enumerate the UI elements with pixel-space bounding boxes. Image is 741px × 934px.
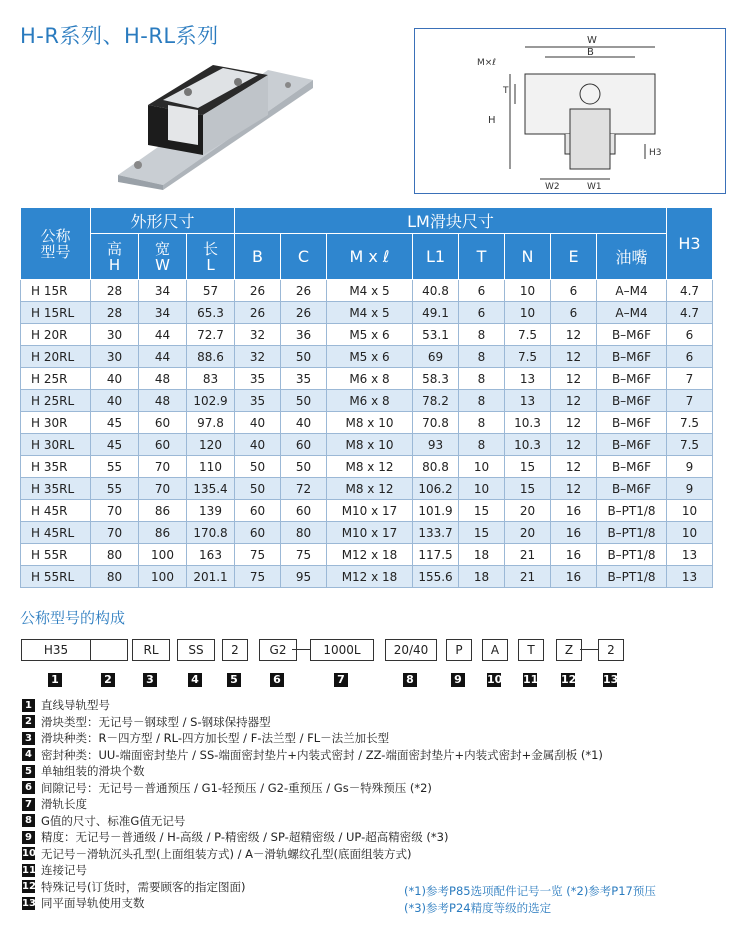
code-section-title: 公称型号的构成 [20,609,126,627]
table-cell: B–M6F [597,346,667,368]
table-cell: 106.2 [413,478,459,500]
header-N: N [505,234,551,280]
table-cell: 133.7 [413,522,459,544]
table-cell: 12 [551,390,597,412]
table-cell: 45 [91,412,139,434]
table-cell: 26 [281,302,327,324]
table-cell: 60 [281,500,327,522]
table-cell: 26 [281,280,327,302]
legend-number-badge: 11 [22,864,36,876]
legend-item [22,747,603,764]
legend-number-badge: 7 [22,798,35,811]
table-row [21,522,713,544]
table-cell: 97.8 [187,412,235,434]
legend-text: G值的尺寸、标准G值无记号 [41,813,186,828]
table-cell: 60 [235,522,281,544]
table-cell: 10 [667,500,713,522]
table-cell: 75 [235,544,281,566]
table-row [21,346,713,368]
table-cell: B–M6F [597,456,667,478]
table-cell: 7.5 [667,412,713,434]
spec-table [20,207,713,588]
code-number-badge: 9 [451,673,465,687]
legend-number-badge: 8 [22,814,35,827]
table-cell: 6 [459,280,505,302]
table-cell: B–PT1/8 [597,500,667,522]
table-cell: 6 [667,324,713,346]
table-cell: M10 x 17 [327,522,413,544]
header-T: T [459,234,505,280]
table-cell: 26 [235,302,281,324]
table-cell: M5 x 6 [327,324,413,346]
table-cell: 13 [667,544,713,566]
code-number-badge: 4 [188,673,202,687]
table-cell: 48 [139,390,187,412]
legend-text: 间隙记号：无记号－普通预压 / G1-轻预压 / G2-重预压 / Gs－特殊预压 (*2) [41,780,432,795]
table-cell: 12 [551,346,597,368]
table-cell: 12 [551,324,597,346]
table-cell: 10.3 [505,412,551,434]
header-H3: H3 [667,208,713,280]
notes [404,883,656,917]
table-cell: 50 [281,456,327,478]
table-cell: 100 [139,544,187,566]
table-cell: M6 x 8 [327,390,413,412]
code-connector [580,649,598,650]
legend-number-badge: 2 [22,715,35,728]
table-cell: 6 [667,346,713,368]
label-H3: H3 [649,148,662,158]
table-cell: 13 [505,390,551,412]
table-cell: 58.3 [413,368,459,390]
table-cell: 6 [551,302,597,324]
table-cell: 7 [667,390,713,412]
model-cell: H 25RL [21,390,91,412]
table-cell: 30 [91,346,139,368]
code-box: RL [132,639,170,661]
table-cell: 120 [187,434,235,456]
table-cell: 35 [281,368,327,390]
table-cell: B–M6F [597,368,667,390]
table-cell: 50 [281,346,327,368]
table-cell: 8 [459,346,505,368]
model-cell: H 30R [21,412,91,434]
table-cell: 40 [91,368,139,390]
code-number-badge: 3 [143,673,157,687]
table-cell: 4.7 [667,302,713,324]
table-cell: 55 [91,478,139,500]
code-box: 20/40 [385,639,437,661]
table-cell: 100 [139,566,187,588]
table-cell: 72.7 [187,324,235,346]
table-cell: 48 [139,368,187,390]
code-box: 2 [222,639,248,661]
code-box: G2 [259,639,297,661]
code-number-badge: 10 [487,673,503,686]
table-cell: 8 [459,324,505,346]
table-cell: B–PT1/8 [597,566,667,588]
table-cell: 20 [505,522,551,544]
table-cell: 7.5 [505,324,551,346]
table-cell: 60 [139,412,187,434]
model-cell: H 15R [21,280,91,302]
table-cell: 8 [459,434,505,456]
legend-text: 单轴组装的滑块个数 [41,764,145,778]
table-row [21,544,713,566]
model-cell: H 20R [21,324,91,346]
table-cell: B–M6F [597,478,667,500]
header-H: 高 H [91,234,139,280]
table-cell: 9 [667,456,713,478]
model-cell: H 30RL [21,434,91,456]
table-cell: 139 [187,500,235,522]
table-cell: 201.1 [187,566,235,588]
table-cell: 10 [667,522,713,544]
table-cell: 15 [505,456,551,478]
table-cell: 8 [459,412,505,434]
table-cell: B–M6F [597,390,667,412]
table-cell: 40 [281,412,327,434]
table-cell: 44 [139,346,187,368]
table-cell: 70 [91,522,139,544]
table-cell: 86 [139,500,187,522]
table-cell: 30 [91,324,139,346]
table-cell: 20 [505,500,551,522]
code-box: 2 [598,639,624,661]
table-cell: 49.1 [413,302,459,324]
table-cell: M12 x 18 [327,544,413,566]
table-cell: 72 [281,478,327,500]
table-cell: B–M6F [597,412,667,434]
table-cell: M12 x 18 [327,566,413,588]
table-cell: 88.6 [187,346,235,368]
legend-number-badge: 4 [22,748,35,761]
table-cell: B–PT1/8 [597,544,667,566]
table-cell: 83 [187,368,235,390]
model-cell: H 45RL [21,522,91,544]
legend-item [22,697,603,714]
legend-number-badge: 10 [22,848,36,860]
table-cell: 13 [667,566,713,588]
legend-item [22,714,603,731]
code-box: Z [556,639,582,661]
table-cell: 13 [505,368,551,390]
table-cell: B–PT1/8 [597,522,667,544]
model-cell: H 35RL [21,478,91,500]
table-cell: 69 [413,346,459,368]
table-row [21,434,713,456]
table-cell: 12 [551,412,597,434]
legend-item [22,763,603,780]
model-cell: H 15RL [21,302,91,324]
table-cell: M8 x 12 [327,456,413,478]
table-cell: 155.6 [413,566,459,588]
code-number-badge: 12 [561,673,577,686]
table-cell: 15 [459,500,505,522]
table-row [21,280,713,302]
table-cell: 35 [235,368,281,390]
table-cell: B–M6F [597,324,667,346]
table-cell: 34 [139,280,187,302]
table-cell: 60 [281,434,327,456]
header-M: M x ℓ [327,234,413,280]
table-cell: 135.4 [187,478,235,500]
table-cell: 86 [139,522,187,544]
code-number-badge: 1 [48,673,62,687]
model-cell: H 55RL [21,566,91,588]
table-cell: M8 x 10 [327,434,413,456]
table-row [21,500,713,522]
header-outer: 外形尺寸 [91,208,235,234]
legend-text: 滑块种类：R－四方型 / RL-四方加长型 / F-法兰型 / FL－法兰加长型 [41,731,390,745]
table-cell: 50 [235,456,281,478]
product-image [118,60,318,190]
table-cell: 50 [235,478,281,500]
table-cell: 65.3 [187,302,235,324]
table-cell: 16 [551,522,597,544]
table-cell: 117.5 [413,544,459,566]
code-legend [22,697,603,912]
legend-number-badge: 5 [22,765,35,778]
label-T: T [503,86,509,96]
code-number-badge: 7 [334,673,348,687]
table-cell: 93 [413,434,459,456]
page-title: H-R系列、H-RL系列 [20,24,219,48]
legend-item [22,796,603,813]
table-cell: 26 [235,280,281,302]
table-cell: 80 [91,566,139,588]
table-cell: 10 [459,478,505,500]
table-cell: 7.5 [667,434,713,456]
table-cell: 32 [235,346,281,368]
label-W1: W1 [587,182,602,192]
table-cell: 70.8 [413,412,459,434]
legend-text: 同平面导轨使用支数 [41,896,145,910]
code-box: T [518,639,544,661]
table-cell: 12 [551,456,597,478]
code-box: H35 [21,639,91,661]
code-number-badge: 13 [603,673,619,686]
code-number-badge: 11 [523,673,539,686]
table-cell: 44 [139,324,187,346]
table-cell: B–M6F [597,434,667,456]
table-cell: 6 [551,280,597,302]
table-row [21,456,713,478]
legend-item [22,829,603,846]
table-cell: 70 [139,456,187,478]
table-cell: 60 [235,500,281,522]
table-cell: 75 [235,566,281,588]
header-E: E [551,234,597,280]
table-cell: 55 [91,456,139,478]
legend-number-badge: 1 [22,699,35,712]
label-W: W [587,35,597,46]
legend-item [22,813,603,830]
code-number-badge: 2 [101,673,115,687]
legend-text: 密封种类：UU-端面密封垫片 / SS-端面密封垫片+内装式密封 / ZZ-端面密封垫片+内装式密封+金属刮板 (*1) [41,747,603,762]
code-box [90,639,128,661]
table-cell: 80 [91,544,139,566]
table-cell: 28 [91,280,139,302]
table-cell: 170.8 [187,522,235,544]
table-cell: 18 [459,544,505,566]
legend-item [22,862,603,879]
table-cell: 7.5 [505,346,551,368]
table-cell: 110 [187,456,235,478]
header-L: 长 L [187,234,235,280]
table-cell: 12 [551,478,597,500]
table-cell: M10 x 17 [327,500,413,522]
table-row [21,302,713,324]
table-cell: A–M4 [597,302,667,324]
table-row [21,412,713,434]
table-cell: 40 [91,390,139,412]
table-cell: 8 [459,368,505,390]
table-cell: 15 [505,478,551,500]
legend-number-badge: 12 [22,881,36,893]
table-row [21,368,713,390]
table-cell: M4 x 5 [327,280,413,302]
table-row [21,390,713,412]
table-cell: 78.2 [413,390,459,412]
header-W: 宽 W [139,234,187,280]
table-cell: M4 x 5 [327,302,413,324]
table-cell: 60 [139,434,187,456]
legend-text: 特殊记号(订货时，需要顾客的指定图面) [41,879,246,894]
note-line: (*3)参考P24精度等级的选定 [404,901,552,915]
table-cell: 57 [187,280,235,302]
legend-text: 无记号－滑轨沉头孔型(上面组装方式) / A－滑轨螺纹孔型(底面组装方式) [41,846,412,861]
table-cell: M8 x 12 [327,478,413,500]
code-box: P [446,639,472,661]
table-cell: 75 [281,544,327,566]
table-cell: 16 [551,500,597,522]
legend-item [22,846,603,863]
code-number-badge: 5 [227,673,241,687]
code-connector [292,649,310,650]
table-cell: 12 [551,434,597,456]
table-cell: 40.8 [413,280,459,302]
header-L1: L1 [413,234,459,280]
header-nozzle: 油嘴 [597,234,667,280]
table-cell: M6 x 8 [327,368,413,390]
table-cell: 8 [459,390,505,412]
table-cell: 16 [551,566,597,588]
header-C: C [281,234,327,280]
table-cell: 28 [91,302,139,324]
table-cell: 34 [139,302,187,324]
label-B: B [587,47,594,58]
table-cell: 15 [459,522,505,544]
header-B: B [235,234,281,280]
table-cell: 16 [551,544,597,566]
table-cell: 32 [235,324,281,346]
table-cell: 6 [459,302,505,324]
code-box: SS [177,639,215,661]
code-number-badge: 6 [270,673,284,687]
model-cell: H 35R [21,456,91,478]
table-cell: M5 x 6 [327,346,413,368]
table-cell: 80.8 [413,456,459,478]
model-cell: H 25R [21,368,91,390]
table-cell: 21 [505,566,551,588]
table-cell: 80 [281,522,327,544]
table-cell: 163 [187,544,235,566]
table-row [21,324,713,346]
table-cell: 45 [91,434,139,456]
legend-item [22,780,603,797]
model-cell: H 20RL [21,346,91,368]
table-cell: 35 [235,390,281,412]
code-number-badge: 8 [403,673,417,687]
table-cell: 101.9 [413,500,459,522]
table-cell: 70 [91,500,139,522]
label-W2: W2 [545,182,560,192]
model-cell: H 45R [21,500,91,522]
legend-number-badge: 6 [22,781,35,794]
table-cell: 70 [139,478,187,500]
table-cell: 102.9 [187,390,235,412]
table-cell: 10.3 [505,434,551,456]
table-cell: A–M4 [597,280,667,302]
table-cell: 12 [551,368,597,390]
legend-text: 精度：无记号－普通级 / H-高级 / P-精密级 / SP-超精密级 / UP-超高精密级 (*3) [41,830,449,844]
dimension-diagram [414,28,726,194]
legend-number-badge: 3 [22,732,35,745]
note-line: (*1)参考P85选项配件记号一览 (*2)参考P17预压 [404,884,656,898]
table-cell: 18 [459,566,505,588]
table-cell: 7 [667,368,713,390]
header-block: LM滑块尺寸 [235,208,667,234]
table-cell: 40 [235,434,281,456]
table-cell: 53.1 [413,324,459,346]
code-box: 1000L [310,639,374,661]
table-cell: 10 [505,302,551,324]
table-cell: 4.7 [667,280,713,302]
legend-text: 连接记号 [41,863,87,877]
table-cell: M8 x 10 [327,412,413,434]
table-cell: 10 [459,456,505,478]
legend-number-badge: 9 [22,831,35,844]
table-cell: 36 [281,324,327,346]
code-box: A [482,639,508,661]
table-row [21,478,713,500]
legend-item [22,730,603,747]
table-cell: 10 [505,280,551,302]
table-cell: 9 [667,478,713,500]
table-cell: 21 [505,544,551,566]
legend-text: 滑块类型：无记号－钢球型 / S-钢球保持器型 [41,714,271,729]
model-cell: H 55R [21,544,91,566]
legend-text: 直线导轨型号 [41,698,110,712]
table-cell: 40 [235,412,281,434]
label-H: H [488,115,496,126]
legend-number-badge: 13 [22,897,36,909]
table-cell: 50 [281,390,327,412]
header-model: 公称 型号 [21,208,91,280]
legend-text: 滑轨长度 [41,797,87,811]
table-cell: 95 [281,566,327,588]
label-Mxl: M×ℓ [477,58,497,68]
table-row [21,566,713,588]
